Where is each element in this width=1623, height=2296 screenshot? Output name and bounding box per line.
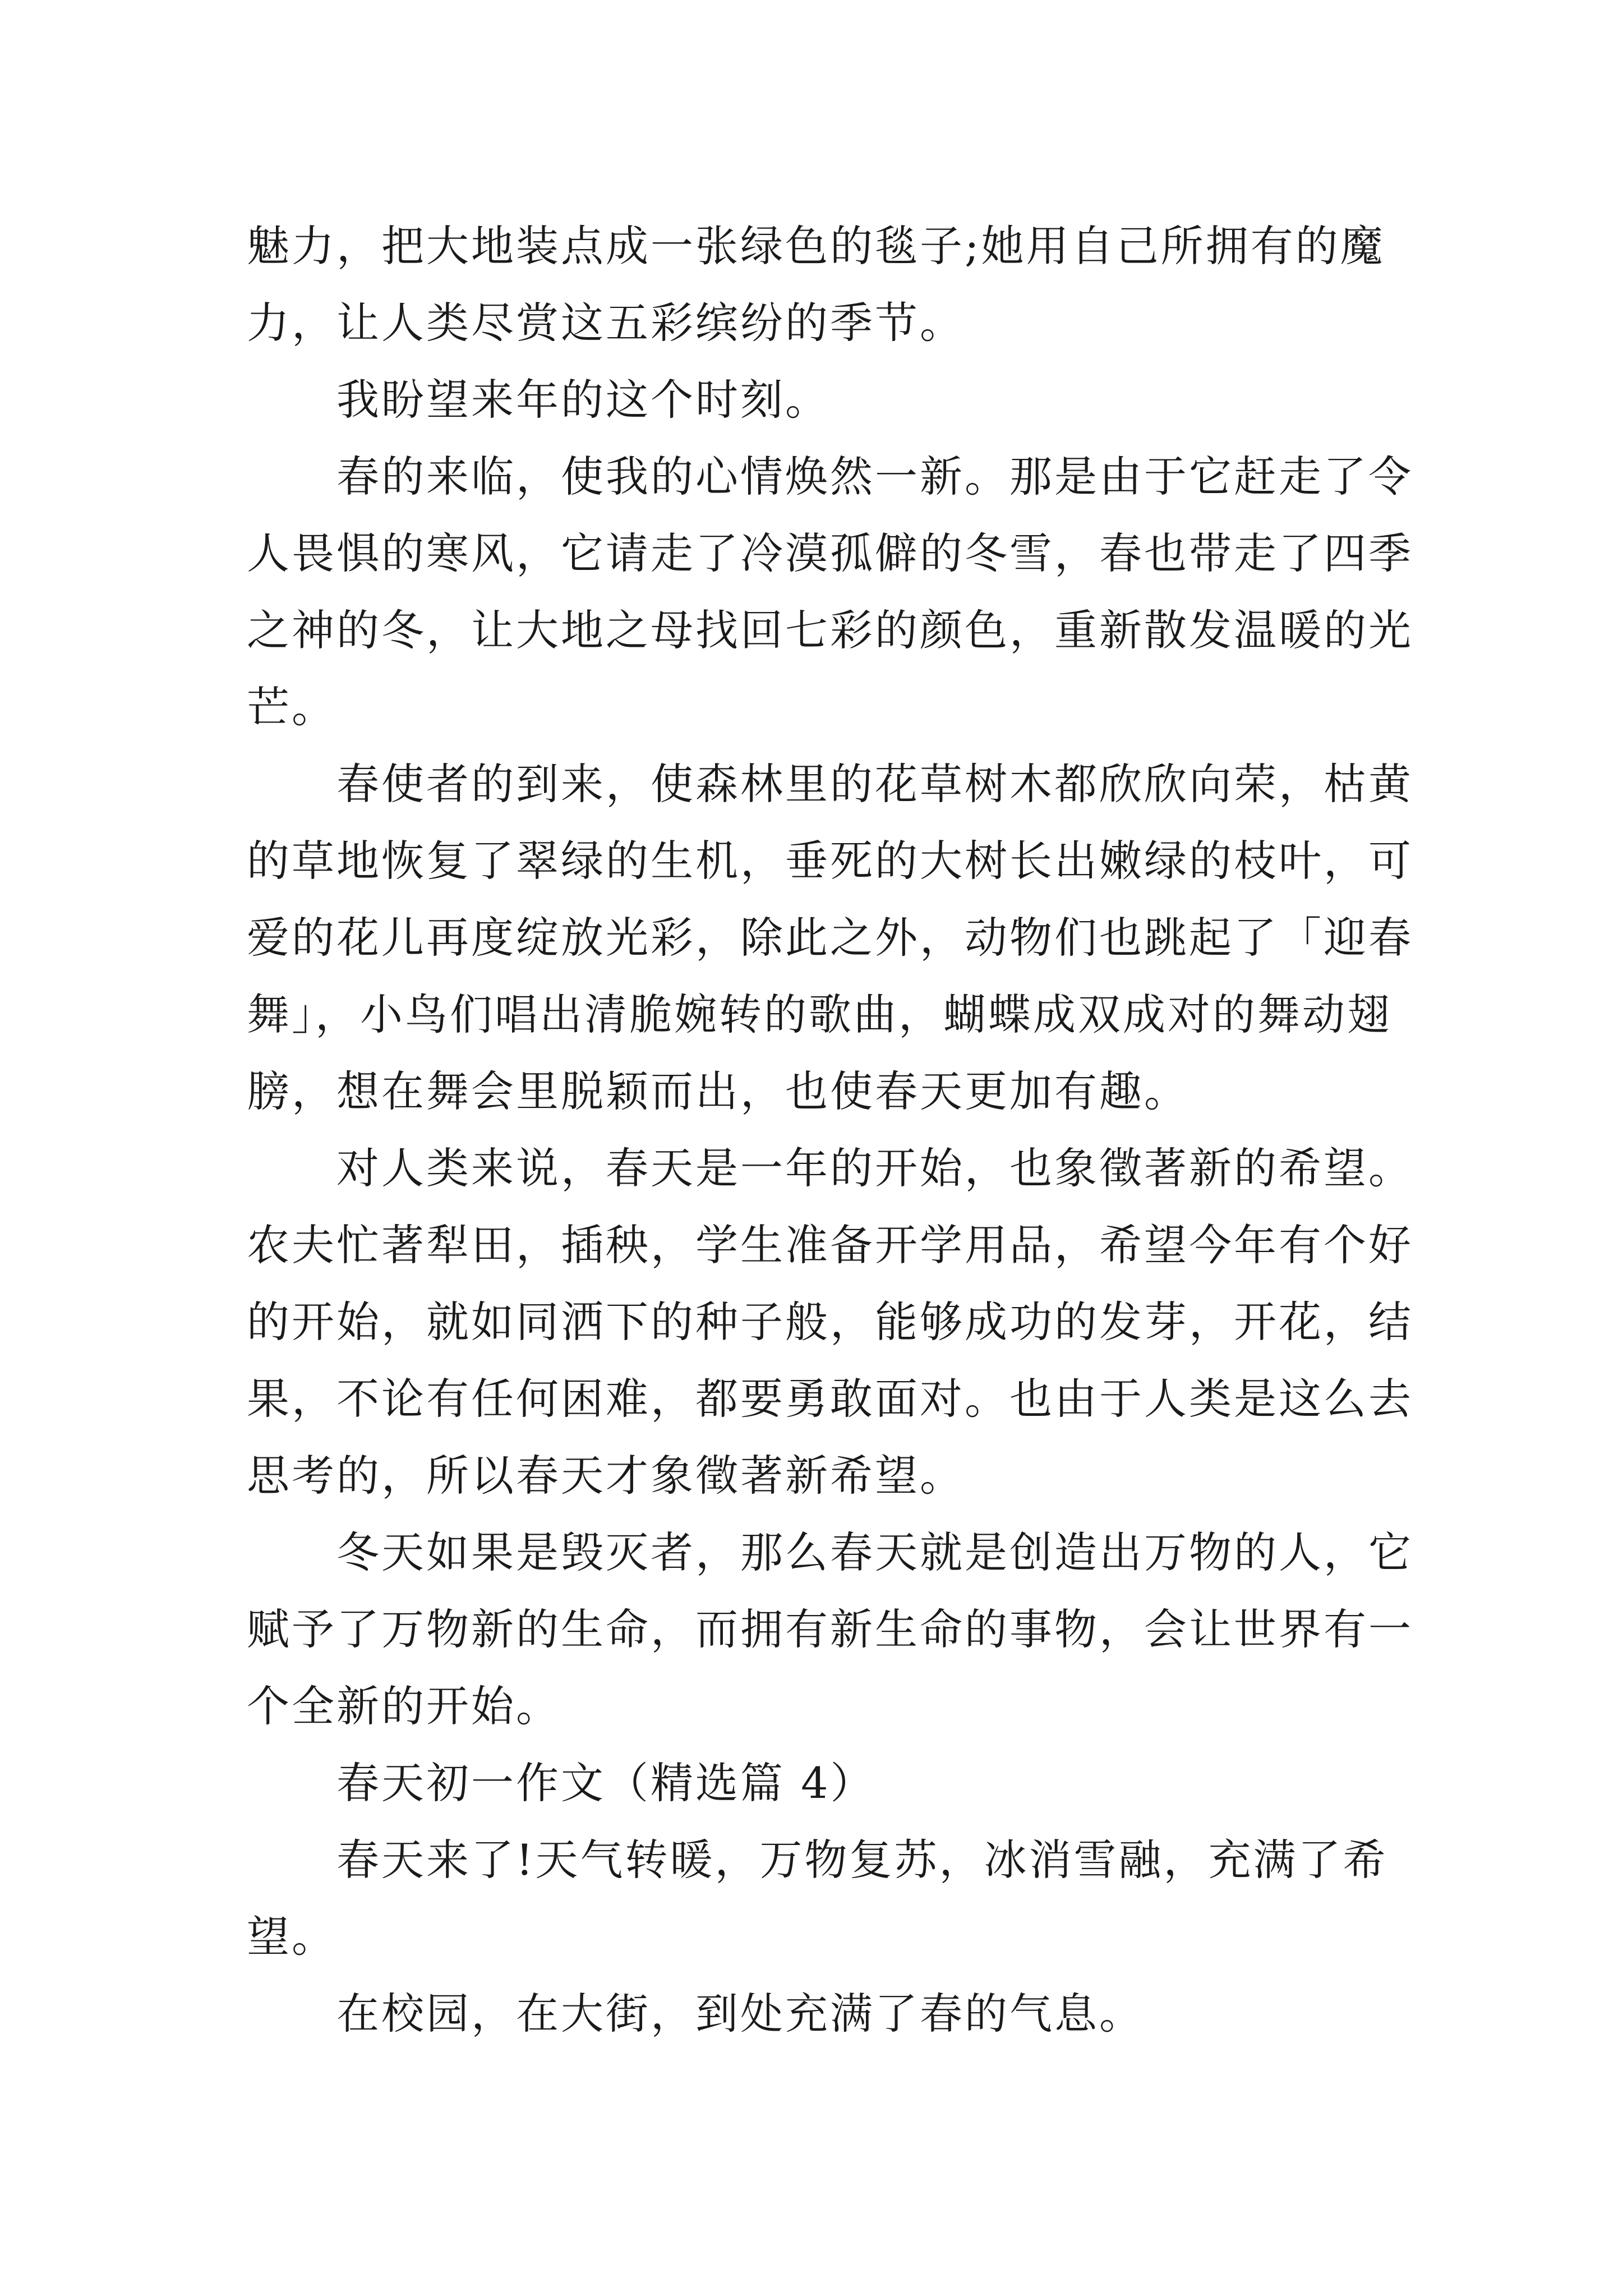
paragraph <box>247 1975 1391 2052</box>
text-line: 对人类来说，春天是一年的开始，也象徵著新的希望。 <box>336 1143 1413 1193</box>
text-line: 赋予了万物新的生命，而拥有新生命的事物，会让世界有一 <box>247 1604 1413 1654</box>
paragraph <box>247 438 1413 746</box>
text-line: 农夫忙著犁田，插秧，学生准备开学用品，希望今年有个好 <box>247 1220 1413 1270</box>
document-body <box>247 208 1413 2052</box>
paragraph <box>247 208 1391 361</box>
paragraph <box>247 1130 1413 1514</box>
text-line: 舞」，小鸟们唱出清脆婉转的歌曲，蝴蝶成双成对的舞动翅 <box>247 990 1392 1039</box>
text-line: 的开始，就如同洒下的种子般，能够成功的发芽，开花，结 <box>247 1297 1413 1347</box>
text-line: 之神的冬，让大地之母找回七彩的颜色，重新散发温暖的光 <box>247 605 1413 655</box>
text-line: 力，让人类尽赏这五彩缤纷的季节。 <box>247 298 965 348</box>
paragraph <box>247 1514 1413 1745</box>
text-line: 思考的，所以春天才象徵著新希望。 <box>247 1451 965 1501</box>
text-line: 我盼望来年的这个时刻。 <box>336 375 830 425</box>
text-line: 芒。 <box>247 682 336 732</box>
text-line: 魅力，把大地装点成一张绿色的毯子;她用自己所拥有的魔 <box>247 221 1385 271</box>
paragraph <box>247 1821 1391 1975</box>
paragraph <box>247 361 1391 438</box>
text-line: 春天来了!天气转暖，万物复苏，冰消雪融，充满了希 <box>336 1835 1388 1885</box>
text-line: 果，不论有任何困难，都要勇敢面对。也由于人类是这么去 <box>247 1374 1413 1424</box>
text-line: 冬天如果是毁灭者，那么春天就是创造出万物的人，它 <box>336 1527 1413 1577</box>
text-line: 个全新的开始。 <box>247 1681 561 1731</box>
text-line: 春天初一作文（精选篇 4） <box>336 1758 875 1808</box>
text-line: 爱的花儿再度绽放光彩，除此之外，动物们也跳起了「迎春 <box>247 913 1413 963</box>
text-line: 在校园，在大街，到处充满了春的气息。 <box>336 1989 1144 2039</box>
text-line: 的草地恢复了翠绿的生机，垂死的大树长出嫩绿的枝叶，可 <box>247 836 1413 886</box>
text-line: 春使者的到来，使森林里的花草树木都欣欣向荣，枯黄 <box>336 759 1413 809</box>
paragraph <box>247 1745 1391 1821</box>
text-line: 望。 <box>247 1912 336 1962</box>
text-line: 膀，想在舞会里脱颖而出，也使春天更加有趣。 <box>247 1066 1189 1116</box>
text-line: 春的来临，使我的心情焕然一新。那是由于它赶走了令 <box>336 452 1413 501</box>
text-line: 人畏惧的寒风，它请走了冷漠孤僻的冬雪，春也带走了四季 <box>247 528 1413 578</box>
paragraph <box>247 746 1413 1130</box>
